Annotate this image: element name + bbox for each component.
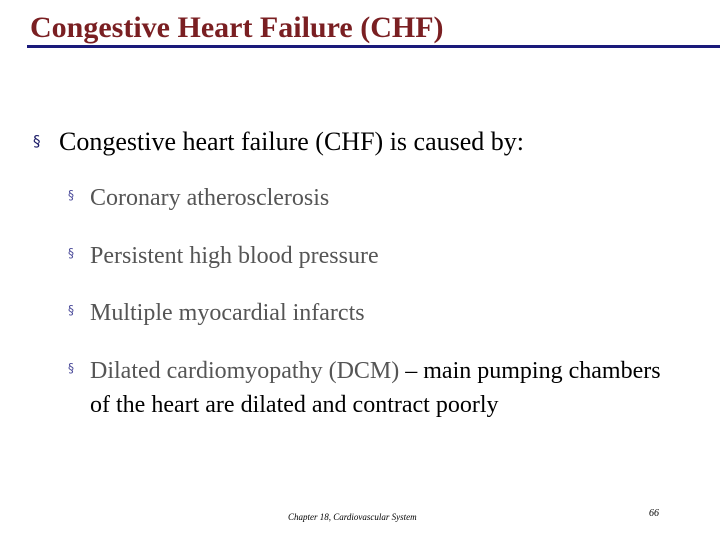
main-bullet [33, 127, 524, 157]
dcm-term: Dilated cardiomyopathy (DCM) [90, 358, 406, 384]
main-bullet-text: Congestive heart failure (CHF) is caused by: [59, 127, 524, 156]
bullet-marker-icon: § [68, 246, 74, 260]
dcm-description: – main pumping chambers of the heart are dilated and contract poorly [90, 358, 661, 418]
sub-bullet [68, 354, 680, 422]
sub-bullet-text: Persistent high blood pressure [90, 243, 379, 269]
sub-bullet-text [90, 354, 680, 422]
sub-bullet [68, 181, 329, 215]
slide-title: Congestive Heart Failure (CHF) [30, 11, 444, 44]
sub-bullet-text: Multiple myocardial infarcts [90, 300, 365, 326]
bullet-marker-icon: § [68, 361, 74, 375]
sub-bullet [68, 296, 365, 330]
slide-footer: Chapter 18, Cardiovascular System [288, 512, 417, 522]
sub-bullet [68, 239, 379, 273]
bullet-marker-icon: § [33, 132, 41, 150]
bullet-marker-icon: § [68, 188, 74, 202]
sub-bullet-text: Coronary atherosclerosis [90, 185, 330, 211]
page-number: 66 [649, 508, 659, 519]
bullet-marker-icon: § [68, 303, 74, 317]
